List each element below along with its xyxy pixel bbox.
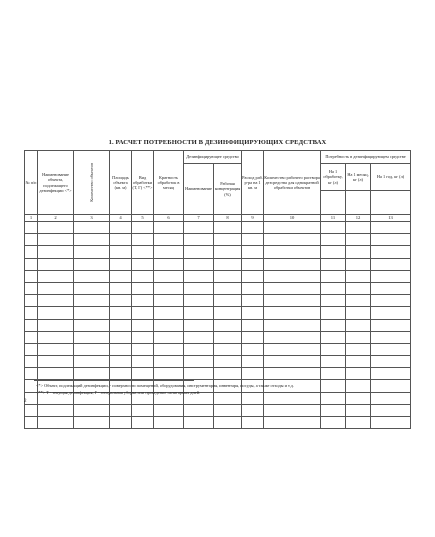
table-row bbox=[25, 368, 411, 380]
table-cell[interactable] bbox=[74, 246, 110, 258]
table-cell[interactable] bbox=[132, 319, 154, 331]
table-cell[interactable] bbox=[25, 417, 38, 429]
table-cell[interactable] bbox=[346, 319, 371, 331]
table-cell[interactable] bbox=[264, 234, 321, 246]
table-cell[interactable] bbox=[264, 307, 321, 319]
table-cell[interactable] bbox=[38, 282, 74, 294]
table-cell[interactable] bbox=[38, 343, 74, 355]
table-cell[interactable] bbox=[264, 295, 321, 307]
column-number-row bbox=[25, 215, 411, 222]
table-cell[interactable] bbox=[110, 246, 132, 258]
table-cell[interactable] bbox=[264, 392, 321, 404]
table-cell[interactable] bbox=[264, 331, 321, 343]
column-number: 7 bbox=[184, 215, 214, 222]
table-cell[interactable] bbox=[110, 258, 132, 270]
header-col-number: № п/п bbox=[25, 151, 38, 215]
table-row bbox=[25, 282, 411, 294]
table-cell[interactable] bbox=[184, 307, 214, 319]
table-cell[interactable] bbox=[184, 234, 214, 246]
table-cell[interactable] bbox=[74, 222, 110, 234]
table-cell[interactable] bbox=[74, 258, 110, 270]
column-number: 4 bbox=[110, 215, 132, 222]
table-cell[interactable] bbox=[154, 234, 184, 246]
table-cell[interactable] bbox=[321, 368, 346, 380]
table-cell[interactable] bbox=[74, 404, 110, 416]
table-cell[interactable] bbox=[264, 404, 321, 416]
table-cell[interactable] bbox=[154, 258, 184, 270]
table-cell[interactable] bbox=[110, 404, 132, 416]
table-cell[interactable] bbox=[38, 356, 74, 368]
table-cell[interactable] bbox=[321, 222, 346, 234]
table-cell[interactable] bbox=[132, 282, 154, 294]
column-number: 8 bbox=[214, 215, 242, 222]
table-cell[interactable] bbox=[184, 222, 214, 234]
table-cell[interactable] bbox=[38, 368, 74, 380]
table-cell[interactable] bbox=[184, 343, 214, 355]
table-cell[interactable] bbox=[25, 234, 38, 246]
table-cell[interactable] bbox=[184, 282, 214, 294]
table-cell[interactable] bbox=[154, 417, 184, 429]
table-cell[interactable] bbox=[38, 319, 74, 331]
table-cell[interactable] bbox=[346, 404, 371, 416]
table-cell[interactable] bbox=[132, 270, 154, 282]
table-cell[interactable] bbox=[346, 356, 371, 368]
table-cell[interactable] bbox=[214, 222, 242, 234]
table-cell[interactable] bbox=[38, 404, 74, 416]
table-cell[interactable] bbox=[110, 307, 132, 319]
table-cell[interactable] bbox=[214, 234, 242, 246]
table-cell[interactable] bbox=[154, 343, 184, 355]
header-col-count: Количество объектов bbox=[74, 151, 110, 215]
table-cell[interactable] bbox=[242, 282, 264, 294]
table-cell[interactable] bbox=[321, 246, 346, 258]
table-cell[interactable] bbox=[321, 404, 346, 416]
table-cell[interactable] bbox=[110, 343, 132, 355]
table-cell[interactable] bbox=[371, 417, 411, 429]
table-cell[interactable] bbox=[371, 295, 411, 307]
table-cell[interactable] bbox=[74, 307, 110, 319]
table-cell[interactable] bbox=[346, 368, 371, 380]
table-cell[interactable] bbox=[154, 295, 184, 307]
table-row bbox=[25, 246, 411, 258]
table-cell[interactable] bbox=[154, 307, 184, 319]
table-cell[interactable] bbox=[74, 368, 110, 380]
table-row bbox=[25, 307, 411, 319]
table-cell[interactable] bbox=[154, 356, 184, 368]
table-cell[interactable] bbox=[25, 295, 38, 307]
table-cell[interactable] bbox=[371, 343, 411, 355]
table-cell[interactable] bbox=[264, 222, 321, 234]
table-cell[interactable] bbox=[264, 417, 321, 429]
table-cell[interactable] bbox=[242, 356, 264, 368]
table-cell[interactable] bbox=[38, 417, 74, 429]
table-cell[interactable] bbox=[371, 368, 411, 380]
document-title: 1. РАСЧЕТ ПОТРЕБНОСТИ В ДЕЗИНФИЦИРУЮЩИХ СРЕДСТВАХ bbox=[108, 139, 327, 146]
table-cell[interactable] bbox=[25, 246, 38, 258]
table-cell[interactable] bbox=[346, 258, 371, 270]
header-group-agent: Дезинфицирующее средство bbox=[184, 151, 242, 164]
table-row bbox=[25, 222, 411, 234]
table-cell[interactable] bbox=[184, 319, 214, 331]
header-col-consumption: Расход раб. р-ра на 1 кв. м bbox=[242, 151, 264, 215]
table-cell[interactable] bbox=[132, 246, 154, 258]
table-cell[interactable] bbox=[321, 295, 346, 307]
table-cell[interactable] bbox=[346, 343, 371, 355]
table-cell[interactable] bbox=[242, 417, 264, 429]
table-cell[interactable] bbox=[25, 404, 38, 416]
table-cell[interactable] bbox=[184, 246, 214, 258]
table-cell[interactable] bbox=[110, 295, 132, 307]
header-col-object: Наименование объекта, подлежащего дезинфекции <*> bbox=[38, 151, 74, 215]
table-cell[interactable] bbox=[242, 343, 264, 355]
table-cell[interactable] bbox=[74, 234, 110, 246]
table-cell[interactable] bbox=[371, 282, 411, 294]
table-cell[interactable] bbox=[346, 417, 371, 429]
table-cell[interactable] bbox=[154, 331, 184, 343]
table-cell[interactable] bbox=[346, 307, 371, 319]
table-cell[interactable] bbox=[154, 222, 184, 234]
table-row bbox=[25, 356, 411, 368]
table-cell[interactable] bbox=[25, 356, 38, 368]
table-cell[interactable] bbox=[110, 368, 132, 380]
table-row bbox=[25, 295, 411, 307]
table-cell[interactable] bbox=[346, 246, 371, 258]
table-cell[interactable] bbox=[242, 258, 264, 270]
header-col-concentration: Рабочая концентрация (%) bbox=[214, 164, 242, 215]
footnote-treatment-type: <**> Т - текущая дезинфекция, Г - генеральная уборка или проведение санитарных дней. bbox=[36, 390, 201, 395]
table-cell[interactable] bbox=[25, 331, 38, 343]
table-cell[interactable] bbox=[214, 258, 242, 270]
table-cell[interactable] bbox=[25, 222, 38, 234]
column-number: 1 bbox=[25, 215, 38, 222]
table-cell[interactable] bbox=[25, 319, 38, 331]
table-cell[interactable] bbox=[321, 392, 346, 404]
table-row bbox=[25, 331, 411, 343]
table-cell[interactable] bbox=[242, 270, 264, 282]
table-cell[interactable] bbox=[371, 404, 411, 416]
table-cell[interactable] bbox=[371, 356, 411, 368]
table-cell[interactable] bbox=[242, 368, 264, 380]
table-cell[interactable] bbox=[74, 270, 110, 282]
table-row bbox=[25, 417, 411, 429]
table-cell[interactable] bbox=[214, 404, 242, 416]
table-cell[interactable] bbox=[346, 392, 371, 404]
table-cell[interactable] bbox=[346, 331, 371, 343]
table-cell[interactable] bbox=[38, 331, 74, 343]
table-cell[interactable] bbox=[264, 270, 321, 282]
table-cell[interactable] bbox=[132, 404, 154, 416]
column-number: 2 bbox=[38, 215, 74, 222]
table-cell[interactable] bbox=[321, 270, 346, 282]
table-cell[interactable] bbox=[110, 319, 132, 331]
table-row bbox=[25, 319, 411, 331]
table-cell[interactable] bbox=[242, 404, 264, 416]
table-cell[interactable] bbox=[371, 380, 411, 392]
table-cell[interactable] bbox=[25, 368, 38, 380]
table-cell[interactable] bbox=[242, 295, 264, 307]
table-cell[interactable] bbox=[214, 392, 242, 404]
table-cell[interactable] bbox=[214, 417, 242, 429]
footnote-divider bbox=[34, 380, 194, 381]
table-cell[interactable] bbox=[132, 258, 154, 270]
table-cell[interactable] bbox=[214, 270, 242, 282]
table-cell[interactable] bbox=[25, 343, 38, 355]
table-cell[interactable] bbox=[321, 258, 346, 270]
table-cell[interactable] bbox=[371, 222, 411, 234]
table-cell[interactable] bbox=[154, 368, 184, 380]
table-cell[interactable] bbox=[38, 258, 74, 270]
table-cell[interactable] bbox=[110, 282, 132, 294]
table-cell[interactable] bbox=[110, 356, 132, 368]
table-cell[interactable] bbox=[346, 222, 371, 234]
table-cell[interactable] bbox=[264, 319, 321, 331]
header-col-per-month: На 1 месяц, кг (л) bbox=[346, 164, 371, 191]
table-cell[interactable] bbox=[38, 307, 74, 319]
table-cell[interactable] bbox=[346, 270, 371, 282]
table-row bbox=[25, 343, 411, 355]
table-cell[interactable] bbox=[74, 417, 110, 429]
table-cell[interactable] bbox=[214, 282, 242, 294]
table-cell[interactable] bbox=[214, 307, 242, 319]
table-cell[interactable] bbox=[132, 222, 154, 234]
table-cell[interactable] bbox=[184, 295, 214, 307]
page-number: 2 bbox=[24, 399, 27, 404]
table-cell[interactable] bbox=[264, 282, 321, 294]
table-cell[interactable] bbox=[321, 282, 346, 294]
table-cell[interactable] bbox=[132, 417, 154, 429]
table-cell[interactable] bbox=[74, 331, 110, 343]
table-row bbox=[25, 404, 411, 416]
table-cell[interactable] bbox=[214, 343, 242, 355]
table-cell[interactable] bbox=[154, 319, 184, 331]
table-cell[interactable] bbox=[38, 234, 74, 246]
column-number: 13 bbox=[371, 215, 411, 222]
header-col-area: Площадь объекта (кв. м) bbox=[110, 151, 132, 215]
table-cell[interactable] bbox=[74, 295, 110, 307]
table-cell[interactable] bbox=[38, 295, 74, 307]
table-cell[interactable] bbox=[38, 246, 74, 258]
table-cell[interactable] bbox=[346, 282, 371, 294]
table-cell[interactable] bbox=[242, 234, 264, 246]
table-cell[interactable] bbox=[110, 222, 132, 234]
table-cell[interactable] bbox=[38, 222, 74, 234]
table-cell[interactable] bbox=[132, 331, 154, 343]
table-cell[interactable] bbox=[321, 331, 346, 343]
table-cell[interactable] bbox=[371, 246, 411, 258]
table-cell[interactable] bbox=[371, 258, 411, 270]
table-cell[interactable] bbox=[184, 404, 214, 416]
column-number: 5 bbox=[132, 215, 154, 222]
table-cell[interactable] bbox=[25, 307, 38, 319]
table-cell[interactable] bbox=[184, 368, 214, 380]
table-cell[interactable] bbox=[25, 258, 38, 270]
table-cell[interactable] bbox=[74, 319, 110, 331]
header-col-per-treatment: На 1 обработку, кг (л) bbox=[321, 164, 346, 191]
table-cell[interactable] bbox=[132, 368, 154, 380]
table-cell[interactable] bbox=[242, 331, 264, 343]
table-cell[interactable] bbox=[264, 246, 321, 258]
table-cell[interactable] bbox=[154, 282, 184, 294]
table-cell[interactable] bbox=[264, 368, 321, 380]
table-cell[interactable] bbox=[184, 417, 214, 429]
column-number: 12 bbox=[346, 215, 371, 222]
header-col-agent-name: Наименование bbox=[184, 164, 214, 215]
table-cell[interactable] bbox=[371, 307, 411, 319]
column-number: 3 bbox=[74, 215, 110, 222]
header-col-solution-amount: Количество рабочего раствора дезсредства для однократной обработки объектов bbox=[264, 151, 321, 215]
table-cell[interactable] bbox=[321, 356, 346, 368]
table-cell[interactable] bbox=[184, 356, 214, 368]
table-cell[interactable] bbox=[154, 246, 184, 258]
table-cell[interactable] bbox=[74, 356, 110, 368]
table-cell[interactable] bbox=[321, 319, 346, 331]
table-cell[interactable] bbox=[184, 331, 214, 343]
footnote-object: <*> Объект, подлежащий дезинфекции, - поверхности помещений, оборудования, инструментария, инвентаря, посуды, а также отходы и т.д. bbox=[36, 383, 294, 388]
table-cell[interactable] bbox=[242, 392, 264, 404]
column-number: 11 bbox=[321, 215, 346, 222]
table-cell[interactable] bbox=[264, 343, 321, 355]
table-cell[interactable] bbox=[132, 343, 154, 355]
header-group-need: Потребность в дезинфицирующем средстве bbox=[321, 151, 411, 164]
table-cell[interactable] bbox=[321, 234, 346, 246]
table-row bbox=[25, 270, 411, 282]
header-col-per-year: На 1 год, кг (л) bbox=[371, 164, 411, 191]
table-cell[interactable] bbox=[242, 246, 264, 258]
table-cell[interactable] bbox=[242, 319, 264, 331]
table-cell[interactable] bbox=[346, 234, 371, 246]
table-cell[interactable] bbox=[371, 392, 411, 404]
table-cell[interactable] bbox=[110, 331, 132, 343]
column-number: 10 bbox=[264, 215, 321, 222]
table-cell[interactable] bbox=[184, 258, 214, 270]
table-cell[interactable] bbox=[346, 295, 371, 307]
table-cell[interactable] bbox=[38, 270, 74, 282]
table-cell[interactable] bbox=[154, 270, 184, 282]
table-row bbox=[25, 234, 411, 246]
table-cell[interactable] bbox=[214, 368, 242, 380]
table-cell[interactable] bbox=[214, 356, 242, 368]
header-col-treatment-type: Вид обработки (Т, Г) <**> bbox=[132, 151, 154, 215]
table-cell[interactable] bbox=[214, 246, 242, 258]
table-cell[interactable] bbox=[321, 380, 346, 392]
table-cell[interactable] bbox=[132, 356, 154, 368]
table-cell[interactable] bbox=[154, 404, 184, 416]
table-cell[interactable] bbox=[346, 380, 371, 392]
header-col-frequency: Кратность обработок в месяц bbox=[154, 151, 184, 215]
table-cell[interactable] bbox=[264, 356, 321, 368]
table-cell[interactable] bbox=[25, 282, 38, 294]
table-cell[interactable] bbox=[371, 270, 411, 282]
table-cell[interactable] bbox=[132, 295, 154, 307]
table-cell[interactable] bbox=[25, 270, 38, 282]
table-cell[interactable] bbox=[184, 270, 214, 282]
table-cell[interactable] bbox=[264, 258, 321, 270]
table-cell[interactable] bbox=[214, 319, 242, 331]
table-cell[interactable] bbox=[132, 307, 154, 319]
column-number: 9 bbox=[242, 215, 264, 222]
table-cell[interactable] bbox=[371, 319, 411, 331]
table-cell[interactable] bbox=[371, 234, 411, 246]
table-cell[interactable] bbox=[214, 331, 242, 343]
table-cell[interactable] bbox=[321, 307, 346, 319]
table-cell[interactable] bbox=[321, 417, 346, 429]
table-row bbox=[25, 258, 411, 270]
table-cell[interactable] bbox=[132, 234, 154, 246]
table-cell[interactable] bbox=[110, 270, 132, 282]
table-cell[interactable] bbox=[321, 343, 346, 355]
table-cell[interactable] bbox=[74, 343, 110, 355]
table-cell[interactable] bbox=[214, 295, 242, 307]
table-cell[interactable] bbox=[371, 331, 411, 343]
table-cell[interactable] bbox=[242, 307, 264, 319]
table-cell[interactable] bbox=[110, 234, 132, 246]
table-cell[interactable] bbox=[242, 222, 264, 234]
table-cell[interactable] bbox=[74, 282, 110, 294]
column-number: 6 bbox=[154, 215, 184, 222]
table-cell[interactable] bbox=[110, 417, 132, 429]
